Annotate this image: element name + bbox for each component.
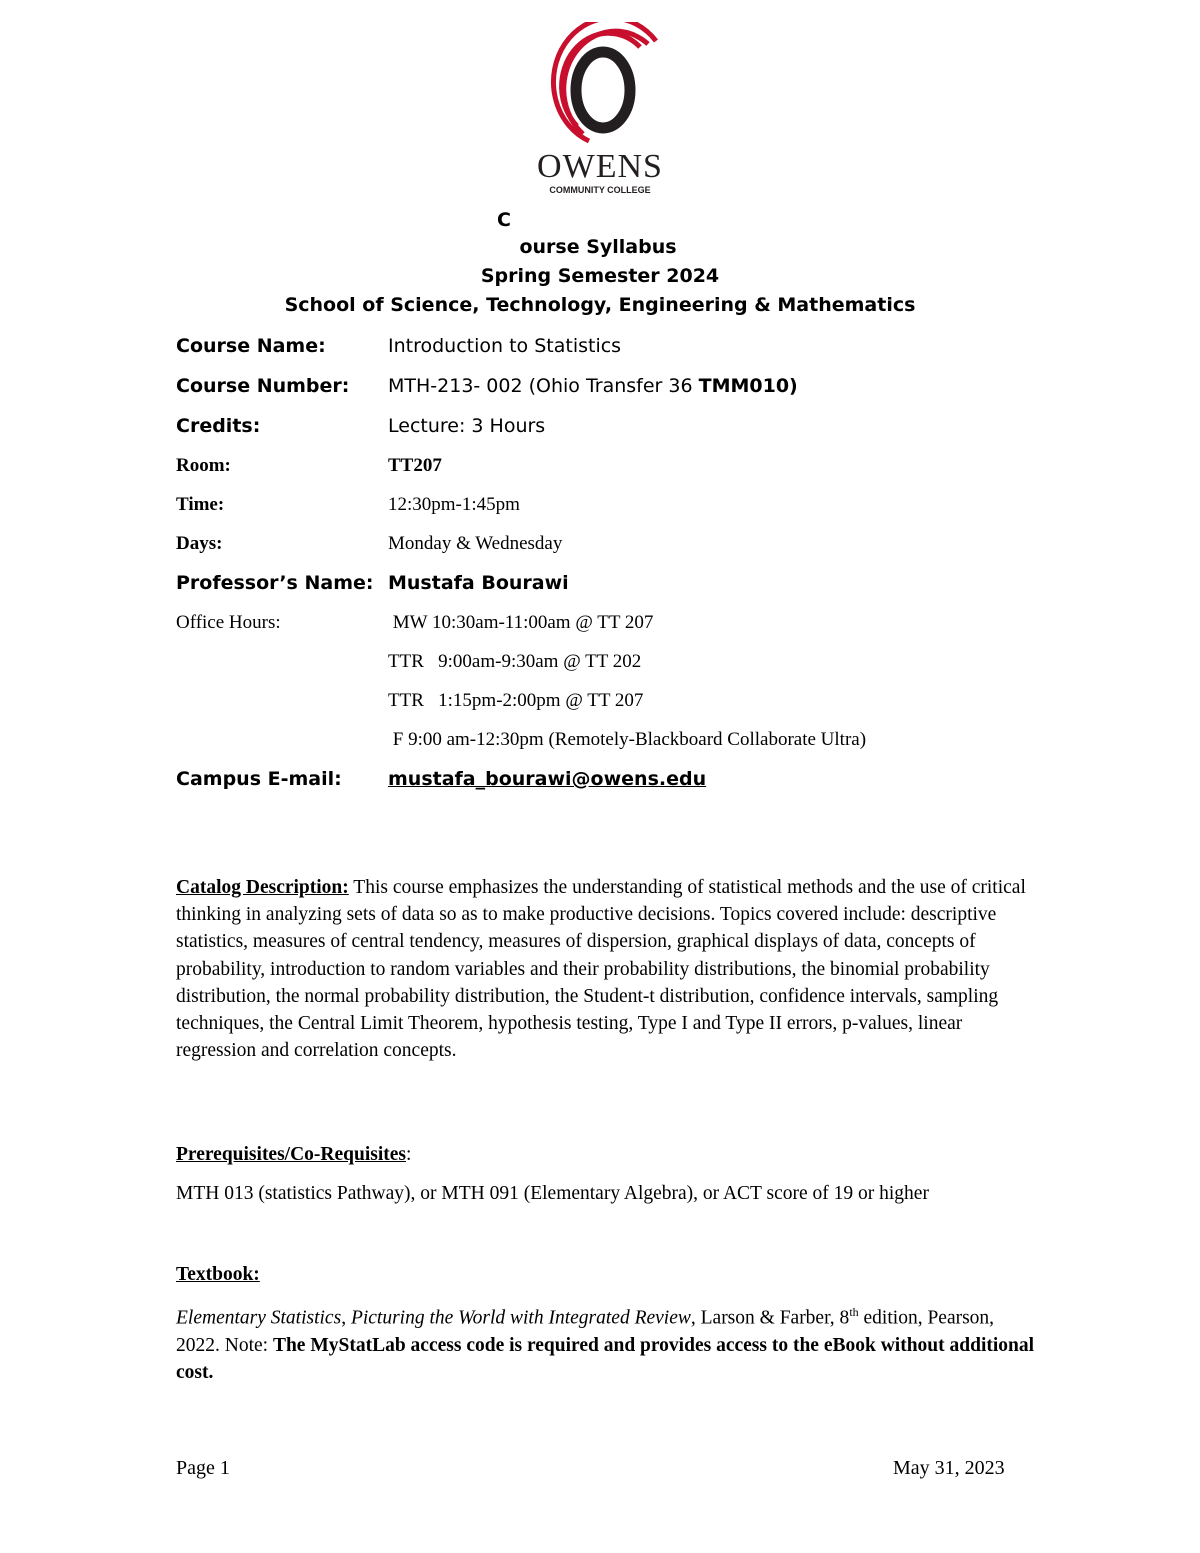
professor-value: Mustafa Bourawi (388, 572, 569, 594)
logo-wordmark: OWENS (537, 148, 663, 185)
email-label: Campus E-mail: (176, 768, 342, 790)
days-label: Days: (176, 533, 223, 554)
office-hours-row (176, 729, 1056, 757)
catalog-heading: Catalog Description: (176, 877, 349, 898)
time-label: Time: (176, 494, 225, 515)
email-link[interactable]: mustafa_bourawi@owens.edu (388, 768, 707, 790)
textbook-title: Elementary Statistics (176, 1307, 342, 1329)
logo-subtitle: COMMUNITY COLLEGE (549, 185, 651, 195)
owens-logo (520, 22, 680, 200)
school-heading: School of Science, Technology, Engineering & Mathematics (284, 294, 916, 316)
course-number-code: TMM010) (698, 375, 798, 397)
textbook-note: The MyStatLab access code is required and provides access to the eBook without additional cost. (176, 1334, 1035, 1383)
course-number-value (388, 375, 798, 397)
title-initial: C (497, 209, 511, 231)
course-number-text: MTH-213- 002 (Ohio Transfer 36 (388, 375, 699, 397)
office-hours-item: TTR 1:15pm-2:00pm @ TT 207 (388, 690, 644, 711)
email-row (176, 768, 1056, 796)
textbook-edition-sup: th (849, 1305, 859, 1319)
course-name-label: Course Name: (176, 335, 326, 357)
course-number-row (176, 375, 1056, 403)
textbook-authors: , Larson & Farber, 8 (690, 1307, 850, 1329)
course-name-row (176, 335, 1056, 363)
office-hours-item: F 9:00 am-12:30pm (Remotely-Blackboard Collaborate Ultra) (388, 729, 867, 750)
footer-date: May 31, 2023 (893, 1457, 1005, 1479)
textbook-edition: edition, Pearson, 2022. Note: (176, 1307, 995, 1356)
prereq-heading: Prerequisites/Co-Requisites (176, 1144, 407, 1165)
textbook-heading: Textbook: (176, 1264, 260, 1285)
professor-label: Professor’s Name: (176, 572, 374, 594)
office-hours-label: Office Hours: (176, 612, 281, 633)
catalog-description (176, 874, 1036, 1064)
credits-row (176, 415, 1056, 443)
page-number: Page 1 (176, 1457, 230, 1479)
room-row (176, 455, 1056, 483)
course-number-label: Course Number: (176, 375, 350, 397)
catalog-text: This course emphasizes the understanding of statistical methods and the use of critical thinking in analyzing sets of data so as to make productive decisions. Topics covered include: descriptive statistics, measures of central tendency, measures of dispersion, graphical displays of data, concepts of probability, introduction to random variables and their probability distributions, the binomial probability distribution, the normal probability distribution, the Student-t distribution, confidence intervals, sampling techniques, the Central Limit Theorem, hypothesis testing, Type I and Type II errors, p-values, linear regression and correlation concepts. (176, 877, 1026, 1062)
credits-value: Lecture: 3 Hours (388, 415, 546, 437)
office-hours-row (176, 690, 1056, 718)
textbook-sep: , (341, 1307, 351, 1329)
course-name-value: Introduction to Statistics (388, 335, 622, 357)
time-value: 12:30pm-1:45pm (388, 494, 520, 515)
days-value: Monday & Wednesday (388, 533, 563, 554)
room-label: Room: (176, 455, 231, 476)
office-hours-row (176, 651, 1056, 679)
room-value: TT207 (388, 455, 442, 476)
owens-logo-graphic (520, 22, 680, 200)
time-row (176, 494, 1056, 522)
prereq-colon: : (406, 1144, 412, 1165)
semester-heading: Spring Semester 2024 (480, 265, 720, 287)
professor-row (176, 572, 1056, 600)
prereq-heading-line (176, 1141, 1036, 1168)
office-hours-item: TTR 9:00am-9:30am @ TT 202 (388, 651, 642, 672)
office-hours-item: MW 10:30am-11:00am @ TT 207 (388, 612, 654, 633)
textbook-subtitle: Picturing the World with Integrated Review (350, 1307, 691, 1329)
days-row (176, 533, 1056, 561)
textbook-details (176, 1299, 1036, 1386)
page-title: ourse Syllabus (519, 236, 677, 258)
office-hours-row (176, 612, 1056, 640)
credits-label: Credits: (176, 415, 261, 437)
prereq-text: MTH 013 (statistics Pathway), or MTH 091 (Elementary Algebra), or ACT score of 19 or higher (176, 1183, 929, 1204)
